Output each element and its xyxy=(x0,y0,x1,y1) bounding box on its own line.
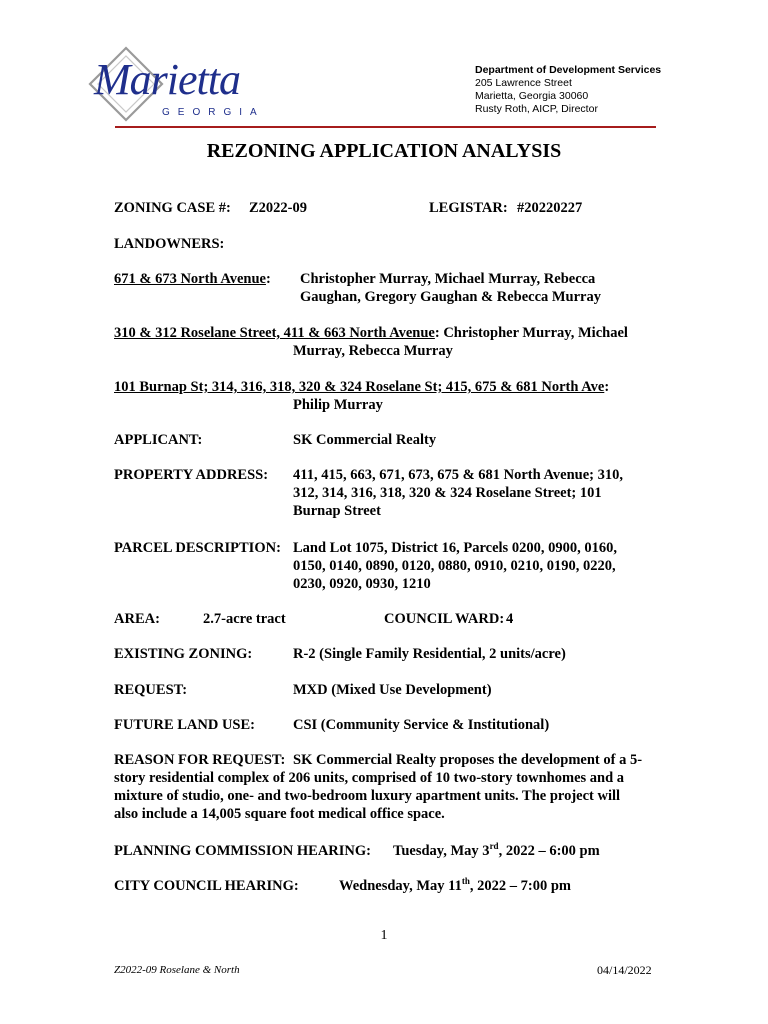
future-land-use-label: FUTURE LAND USE: xyxy=(114,717,255,733)
existing-zoning-value: R-2 (Single Family Residential, 2 units/acre) xyxy=(293,646,566,662)
landowner-group-3-owners: Philip Murray xyxy=(293,397,383,413)
department-name: Department of Development Services xyxy=(475,64,662,76)
street-address: 205 Lawrence Street xyxy=(475,77,572,89)
ward-value: 4 xyxy=(506,611,514,627)
parcel-label: PARCEL DESCRIPTION: xyxy=(114,540,281,556)
pc-hearing-label: PLANNING COMMISSION HEARING: xyxy=(114,843,371,859)
cc-hearing-label: CITY COUNCIL HEARING: xyxy=(114,878,299,894)
area-label: AREA: xyxy=(114,611,160,627)
case-label: ZONING CASE #: xyxy=(114,200,231,216)
parcel-value: Land Lot 1075, District 16, Parcels 0200, 0900, 0160, 0150, 0140, 0890, 0120, 0880, 0910, 0210, 0190, 0220, 0230, 0920, 0930, 1210 xyxy=(293,540,617,592)
reason-label: REASON FOR REQUEST: xyxy=(114,752,286,768)
reason-for-request xyxy=(114,751,642,823)
area-value: 2.7-acre tract xyxy=(203,611,286,627)
landowner-address: 671 & 673 North Avenue xyxy=(114,271,266,287)
header-address xyxy=(475,64,661,116)
request-value: MXD (Mixed Use Development) xyxy=(293,682,492,698)
legistar-label: LEGISTAR: xyxy=(429,200,508,216)
landowner-group-2: 310 & 312 Roselane Street, 411 & 663 North Avenue: Christopher Murray, Michael xyxy=(114,325,628,341)
footer-left: Z2022-09 Roselane & North xyxy=(114,964,240,976)
legistar-value: #20220227 xyxy=(517,200,583,216)
request-label: REQUEST: xyxy=(114,682,188,698)
reason-line-2: story residential complex of 206 units, comprised of 10 two-story townhomes and a xyxy=(114,770,625,786)
applicant-value: SK Commercial Realty xyxy=(293,432,437,448)
city-logo xyxy=(86,44,265,128)
footer-right: 04/14/2022 xyxy=(597,963,652,977)
city-address: Marietta, Georgia 30060 xyxy=(475,90,589,102)
existing-zoning-label: EXISTING ZONING: xyxy=(114,646,253,662)
landowner-address: 101 Burnap St; 314, 316, 318, 320 & 324 Roselane St; 415, 675 & 681 North Ave xyxy=(114,379,605,395)
landowner-address: 310 & 312 Roselane Street, 411 & 663 North Avenue xyxy=(114,325,435,341)
case-value: Z2022-09 xyxy=(249,200,307,216)
ward-label: COUNCIL WARD: xyxy=(384,611,505,627)
cc-hearing-date: Wednesday, May 11th, 2022 – 7:00 pm xyxy=(339,876,571,894)
reason-line-3: mixture of studio, one- and two-bedroom luxury apartment units. The project will xyxy=(114,788,621,804)
reason-line-4: also include a 14,005 square foot medical office space. xyxy=(114,806,445,822)
director-name: Rusty Roth, AICP, Director xyxy=(475,103,598,115)
landowner-group-3: 101 Burnap St; 314, 316, 318, 320 & 324 Roselane St; 415, 675 & 681 North Ave: xyxy=(114,379,610,395)
property-value: 411, 415, 663, 671, 673, 675 & 681 North Avenue; 310, 312, 314, 316, 318, 320 & 324 Roselane Street; 101 Burnap Street xyxy=(293,467,624,519)
page-number: 1 xyxy=(380,928,388,943)
document-title: REZONING APPLICATION ANALYSIS xyxy=(206,140,562,162)
landowner-group-1-address: 671 & 673 North Avenue: xyxy=(114,271,271,287)
pc-hearing-date: Tuesday, May 3rd, 2022 – 6:00 pm xyxy=(393,841,600,859)
logo-state: GEORGIA xyxy=(162,107,265,118)
logo-wordmark: Marietta xyxy=(94,55,240,104)
reason-line-1: SK Commercial Realty proposes the development of a 5- xyxy=(293,752,643,768)
landowner-group-2-owners: Murray, Rebecca Murray xyxy=(293,343,453,359)
future-land-use-value: CSI (Community Service & Institutional) xyxy=(293,717,550,733)
landowners-label: LANDOWNERS: xyxy=(114,236,225,252)
landowner-group-1-owners: Christopher Murray, Michael Murray, Rebecca Gaughan, Gregory Gaughan & Rebecca Murray xyxy=(300,271,601,305)
property-label: PROPERTY ADDRESS: xyxy=(114,467,269,483)
header-rule xyxy=(115,126,656,128)
applicant-label: APPLICANT: xyxy=(114,432,203,448)
